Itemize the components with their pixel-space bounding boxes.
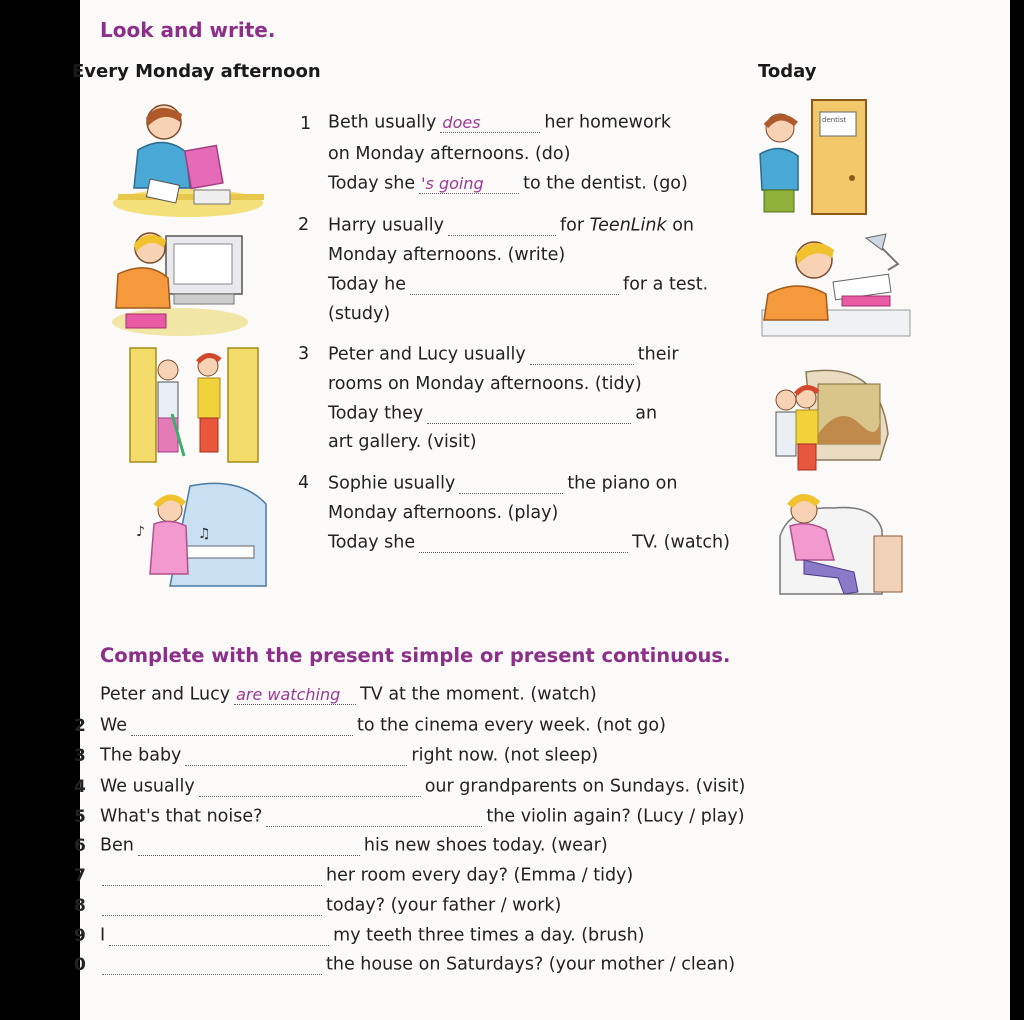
text: Today they [328, 403, 424, 424]
beth-homework-illustration [108, 98, 264, 218]
sophie-tv-illustration [774, 490, 906, 606]
answer-blank[interactable] [234, 684, 356, 705]
item-line-4: (study) [328, 304, 391, 324]
answer-blank[interactable] [109, 925, 329, 946]
text: Today she [328, 532, 416, 553]
item-number: 0 [74, 955, 86, 975]
sentence-start: What's that noise? [100, 806, 263, 827]
sentence-end: today? (your father / work) [326, 895, 562, 916]
sentence-end: her room every day? (Emma / tidy) [326, 865, 634, 886]
item-number: 6 [74, 836, 86, 856]
item-line-1 [328, 112, 671, 133]
answer-blank[interactable] [419, 532, 628, 553]
section1-title: Look and write. [100, 18, 276, 42]
item-line-2: Monday afternoons. (play) [328, 503, 559, 523]
text: Today she [328, 173, 416, 194]
answer-blank[interactable] [448, 215, 556, 236]
text: her homework [544, 112, 671, 133]
sentence-start: We usually [100, 776, 195, 797]
sentence-end: our grandparents on Sundays. (visit) [424, 776, 746, 797]
peter-lucy-gallery-illustration [760, 364, 890, 478]
answer-blank[interactable] [440, 112, 540, 133]
text: Sophie usually [328, 473, 456, 494]
answer-blank[interactable] [419, 173, 519, 194]
item-number: 7 [74, 866, 86, 886]
text: TV. (watch) [632, 532, 730, 553]
item-line-3 [328, 173, 688, 194]
item-number: 5 [74, 807, 86, 827]
text: on [672, 215, 695, 236]
text: an [635, 403, 658, 424]
svg-text:♪: ♪ [136, 524, 145, 540]
harry-studying-illustration [758, 224, 914, 344]
answer-blank[interactable] [427, 403, 631, 424]
svg-text:♫: ♫ [198, 526, 211, 542]
answer-blank[interactable] [102, 954, 322, 975]
sentence-start: Ben [100, 835, 134, 856]
answer-blank[interactable] [102, 865, 322, 886]
exercise2-item-5 [100, 806, 745, 827]
exercise2-item-2 [100, 715, 666, 736]
answer-blank[interactable] [410, 274, 619, 295]
sentence-end: his new shoes today. (wear) [363, 835, 608, 856]
sentence-start: Peter and Lucy [100, 684, 231, 705]
item-number: 3 [74, 746, 86, 766]
sophie-piano-illustration [130, 476, 268, 596]
sentence-end: my teeth three times a day. (brush) [333, 925, 645, 946]
item-number: 1 [300, 114, 312, 134]
item-line-1 [328, 344, 679, 365]
harry-computer-illustration [108, 222, 252, 338]
item-number: 9 [74, 926, 86, 946]
answer-blank[interactable] [459, 473, 563, 494]
exercise2-item-6 [100, 835, 608, 856]
item-number: 2 [298, 215, 310, 235]
exercise2-item-8 [98, 895, 561, 916]
item-number: 3 [298, 344, 310, 364]
item-number: 8 [74, 896, 86, 916]
answer-blank[interactable] [185, 745, 407, 766]
answer-blank[interactable] [102, 895, 322, 916]
exercise2-item-7 [98, 865, 633, 886]
answer-blank[interactable] [530, 344, 634, 365]
item-line-1 [328, 215, 694, 236]
column-heading-right: Today [758, 61, 817, 82]
exercise2-item-4 [100, 776, 745, 797]
item-line-2: Monday afternoons. (write) [328, 245, 566, 265]
exercise2-item-3 [100, 745, 598, 766]
answer-blank[interactable] [266, 806, 482, 827]
peter-lucy-tidy-illustration [112, 344, 264, 466]
item-number: 4 [298, 473, 310, 493]
item-line-3 [328, 274, 708, 295]
sentence-end: to the cinema every week. (not go) [357, 715, 666, 736]
beth-dentist-door-illustration [752, 98, 868, 216]
sentence-end: the violin again? (Lucy / play) [486, 806, 745, 827]
sentence-end: right now. (not sleep) [411, 745, 599, 766]
text: Today he [328, 274, 407, 295]
text: the piano on [567, 473, 678, 494]
text: for [560, 215, 585, 236]
door-sign-text: dentist [822, 116, 847, 124]
text: Peter and Lucy usually [328, 344, 526, 365]
exercise2-item-1 [100, 684, 597, 705]
item-line-4: art gallery. (visit) [328, 432, 477, 452]
answer-blank[interactable] [138, 835, 360, 856]
exercise2-item-9 [100, 925, 645, 946]
column-heading-left: Every Monday afternoon [72, 61, 321, 82]
answer-blank[interactable] [199, 776, 421, 797]
text: Harry usually [328, 215, 444, 236]
item-number: 4 [74, 777, 86, 797]
text: for a test. [623, 274, 709, 295]
answer-blank[interactable] [131, 715, 353, 736]
section2-title: Complete with the present simple or present continuous. [100, 644, 731, 667]
item-line-3 [328, 532, 730, 553]
item-number: 2 [74, 716, 86, 736]
text: their [637, 344, 679, 365]
item-line-1 [328, 473, 677, 494]
exercise2-item-10 [98, 954, 735, 975]
item-line-2: rooms on Monday afternoons. (tidy) [328, 374, 642, 394]
sentence-end: TV at the moment. (watch) [360, 684, 597, 705]
sentence-start: The baby [100, 745, 182, 766]
sentence-start: We [100, 715, 128, 736]
item-line-2: on Monday afternoons. (do) [328, 144, 571, 164]
text: to the dentist. (go) [523, 173, 688, 194]
text: Beth usually [328, 112, 437, 133]
sentence-end: the house on Saturdays? (your mother / clean) [326, 954, 736, 975]
item-line-3 [328, 403, 657, 424]
magazine-name: TeenLink [589, 215, 667, 236]
sentence-start: I [100, 925, 106, 946]
